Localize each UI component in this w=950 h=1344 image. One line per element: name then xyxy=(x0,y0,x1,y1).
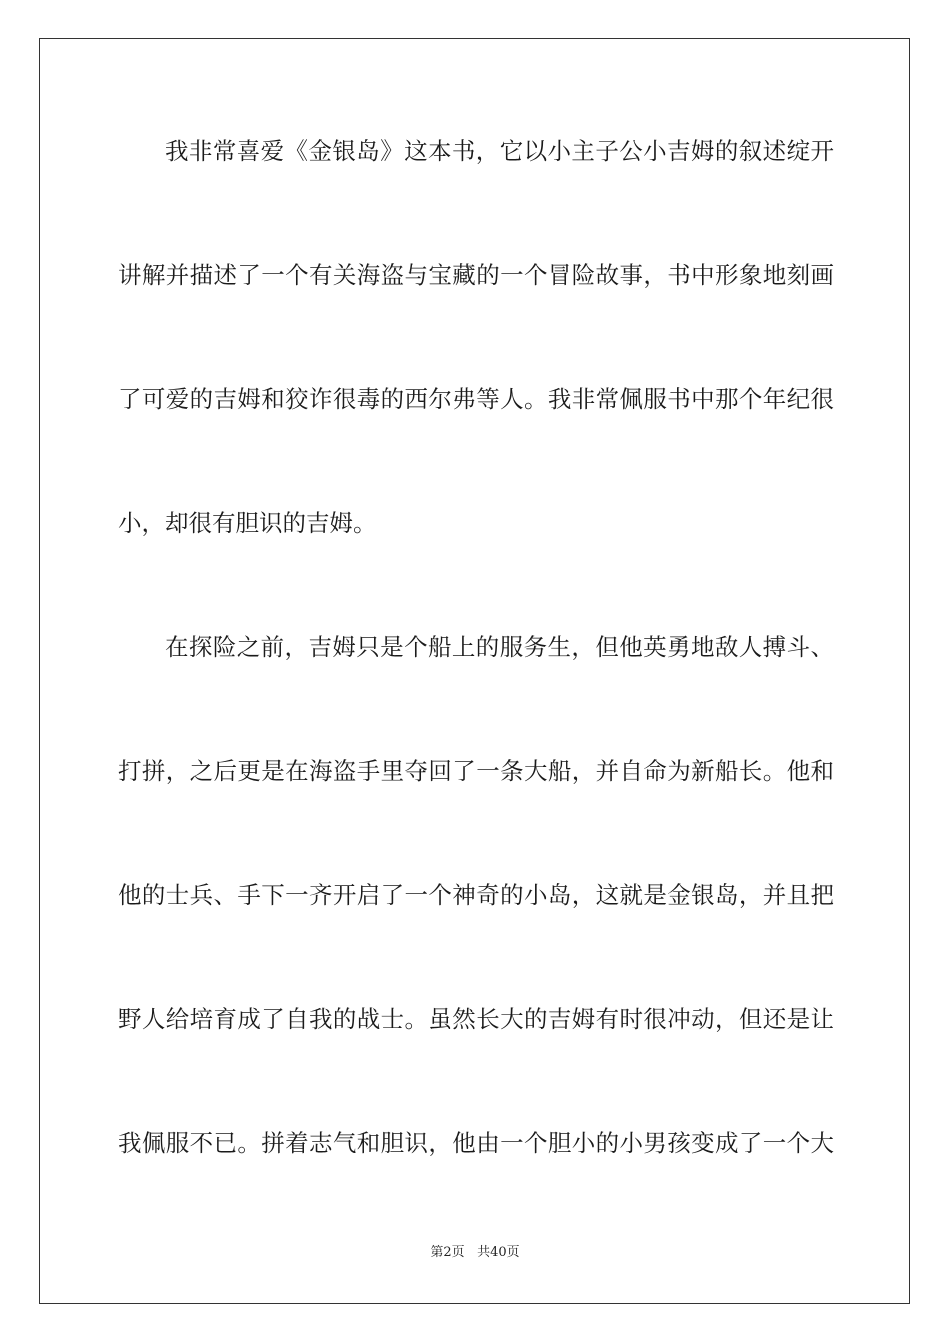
paragraph-1-line-2: 讲解并描述了一个有关海盗与宝藏的一个冒险故事，书中形象地刻画 xyxy=(118,261,834,289)
page-footer xyxy=(0,1245,950,1261)
total-pages: 共40页 xyxy=(477,1245,520,1260)
paragraph-1-line-1: 我非常喜爱《金银岛》这本书，它以小主子公小吉姆的叙述绽开 xyxy=(165,137,834,165)
paragraph-1-line-3: 了可爱的吉姆和狡诈很毒的西尔弗等人。我非常佩服书中那个年纪很 xyxy=(118,385,834,413)
paragraph-2-line-5: 我佩服不已。拼着志气和胆识，他由一个胆小的小男孩变成了一个大 xyxy=(118,1129,834,1157)
page-frame xyxy=(39,38,910,1304)
paragraph-2-line-1: 在探险之前，吉姆只是个船上的服务生，但他英勇地敌人搏斗、 xyxy=(165,633,834,661)
paragraph-2-line-2: 打拼，之后更是在海盗手里夺回了一条大船，并自命为新船长。他和 xyxy=(118,757,834,785)
page-number: 第2页 xyxy=(430,1245,465,1260)
paragraph-2-line-4: 野人给培育成了自我的战士。虽然长大的吉姆有时很冲动，但还是让 xyxy=(118,1005,834,1033)
paragraph-1-line-4: 小，却很有胆识的吉姆。 xyxy=(118,509,377,537)
paragraph-2-line-3: 他的士兵、手下一齐开启了一个神奇的小岛，这就是金银岛，并且把 xyxy=(118,881,834,909)
